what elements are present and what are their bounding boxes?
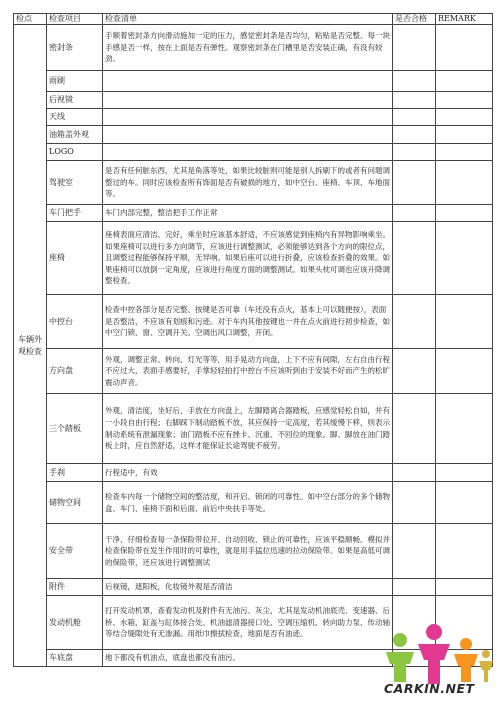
table-row — [14, 144, 493, 161]
desc-cell: 手顺着密封条方向滑动施加一定的压力，感觉密封条是否均匀，粘贴是否完整。每一块手感是否一样，按在上面是否有弹性。观察密封条在门槽里是否安装正确，有没有较劲。 — [103, 25, 393, 71]
pass-cell — [393, 71, 436, 92]
desc-cell: 是否有任何脏东西，尤其是角落等处，如果比较脏则可能是别人拆刷下的或者有问题调整过的车。同时应该检查所有饰面是否有破损的地方，如中空台、座椅、车顶、车地面等。 — [103, 161, 393, 205]
pass-cell — [393, 126, 436, 144]
item-cell: 储物空间 — [47, 482, 103, 524]
desc-cell — [103, 109, 393, 126]
table-row — [14, 205, 493, 222]
pass-cell — [393, 579, 436, 596]
desc-cell: 外观，调整正常。转向、灯光等等，用手晃动方向盘，上下不应有间隙，左右自由行程不应过大，表面手感要好，手掌轻轻拍打中控台不应该听到由于安装不好而产生的松旷震动声音。 — [103, 349, 393, 394]
table-row — [14, 71, 493, 92]
item-cell: 方向盘 — [47, 349, 103, 394]
table-row — [14, 524, 493, 579]
desc-cell: 干净、仔细检查每一条保险带拉开、自动回收、锁止的可靠性，应该平稳顺畅。模拟并检查保险带在发生作用时的可靠性，就是用手猛拉迅速的拉动保险带。如果是高低可调的保险带，还应该进行调整测试 — [103, 524, 393, 579]
pass-cell — [393, 482, 436, 524]
pass-cell — [393, 25, 436, 71]
remark-cell — [436, 295, 493, 349]
remark-cell — [436, 109, 493, 126]
desc-cell: 外观，清洁度，坐好后，手放在方向盘上，左脚踏离合器踏板，应感觉轻松自如，并有一小段自由行程；右脚踩下制动踏板不放，其应保持一定高度，若其缓慢下移，则表示制动系统有泄漏现象；油门踏板不应有挫卡、沉重、不回位的现象。脚、脚放在油门踏板上时，应自然舒适，这样才能保证长途驾驶不疲劳。 — [103, 394, 393, 464]
desc-cell: 地下都没有机油点，底盘也都没有油污。 — [103, 650, 393, 667]
item-cell: LOGO — [47, 144, 103, 161]
item-cell: 手刹 — [47, 464, 103, 482]
table-row — [14, 161, 493, 205]
remark-cell — [436, 126, 493, 144]
person-figure-orange — [454, 638, 478, 682]
remark-cell — [436, 482, 493, 524]
remark-cell — [436, 464, 493, 482]
header-checkpoint: 检点 — [14, 14, 47, 25]
item-cell: 发动机舱 — [47, 596, 103, 650]
header-pass: 是否合格 — [393, 14, 436, 25]
item-cell: 雨刷 — [47, 71, 103, 92]
desc-cell: 后视镜，遮阳板，化妆镜外观是否清洁 — [103, 579, 393, 596]
desc-cell: 座椅表面应清洁、完好，乘坐时应该基本舒适，不应该感觉到座椅内有异物影响乘坐。如果座椅可以进行多方向调节，应该进行调整测试，必须能够达到各个方向的限位点，且调整过程能够保持平顺，无异响。如果后座可以进行折叠，应该检查折叠的效果。如果座椅可以放倒一定角度，应该进行角度方面的调整测试。如果头枕可调也应该升降调整检查。 — [103, 222, 393, 295]
category-cell — [14, 25, 47, 667]
remark-cell — [436, 524, 493, 579]
category-label: 车辆外观检查 — [18, 334, 42, 356]
table-row — [14, 126, 493, 144]
header-item: 检查项目 — [47, 14, 103, 25]
table-header-row — [14, 14, 493, 25]
item-cell: 天线 — [47, 109, 103, 126]
pass-cell — [393, 394, 436, 464]
desc-cell: 车门内部完整，整洁把手工作正常 — [103, 205, 393, 222]
table-row — [14, 25, 493, 71]
person-figure-green — [386, 633, 414, 682]
table-row — [14, 222, 493, 295]
item-cell: 油箱盖外观 — [47, 126, 103, 144]
desc-cell: 打开发动机罩，查看发动机及附件有无油污、灰尘，尤其是发动机油底壳、变速器、后桥、水箱，缸盖与缸体接合处、机油滤清器接口处、空调压缩机、转向助力泵、传动轴等结合缝隙处有无渗漏。用纸巾擦拭检查，地面是否有油迹。 — [103, 596, 393, 650]
table-row — [14, 394, 493, 464]
remark-cell — [436, 222, 493, 295]
item-cell: 安全带 — [47, 524, 103, 579]
table-row — [14, 349, 493, 394]
item-cell: 后视镜 — [47, 92, 103, 109]
pass-cell — [393, 349, 436, 394]
remark-cell — [436, 205, 493, 222]
remark-cell — [436, 579, 493, 596]
person-figure-yellow — [479, 650, 493, 682]
table-row — [14, 92, 493, 109]
desc-cell — [103, 144, 393, 161]
table-row — [14, 579, 493, 596]
remark-cell — [436, 161, 493, 205]
remark-cell — [436, 25, 493, 71]
watermark-text: CARKIN.NET — [384, 681, 475, 696]
pass-cell — [393, 92, 436, 109]
table-row — [14, 464, 493, 482]
desc-cell — [103, 126, 393, 144]
pass-cell — [393, 109, 436, 126]
pass-cell — [393, 222, 436, 295]
pass-cell — [393, 144, 436, 161]
pass-cell — [393, 464, 436, 482]
item-cell: 三个踏板 — [47, 394, 103, 464]
item-cell: 车门把手 — [47, 205, 103, 222]
pass-cell — [393, 205, 436, 222]
pass-cell — [393, 295, 436, 349]
desc-cell — [103, 71, 393, 92]
desc-cell: 行程适中，有效 — [103, 464, 393, 482]
desc-cell: 检查车内每一个储物空间的整洁度，和开启、锁闭的可靠性。如中空台部分的多个储物盒、车门、座椅下面和后面、前后中央扶手等处。 — [103, 482, 393, 524]
item-cell: 中控台 — [47, 295, 103, 349]
remark-cell — [436, 394, 493, 464]
item-cell: 密封条 — [47, 25, 103, 71]
person-figure-red — [418, 624, 450, 684]
item-cell: 驾驶室 — [47, 161, 103, 205]
item-cell: 车底盘 — [47, 650, 103, 667]
item-cell: 座椅 — [47, 222, 103, 295]
remark-cell — [436, 71, 493, 92]
item-cell: 附件 — [47, 579, 103, 596]
remark-cell — [436, 92, 493, 109]
table-row — [14, 295, 493, 349]
desc-cell — [103, 92, 393, 109]
remark-cell — [436, 144, 493, 161]
desc-cell: 检查中控各部分是否完整、按键是否可靠（车还没有点火，基本上可以随便按），表面是否整洁，不应该有划痕和污迹。对于车内其他按键也一并在点火前进行初步检查，如中空门锁、窗、空调开关。空调出风口调整，开闭。 — [103, 295, 393, 349]
pass-cell — [393, 161, 436, 205]
remark-cell — [436, 349, 493, 394]
table-row — [14, 109, 493, 126]
header-remark: REMARK — [436, 14, 493, 25]
pass-cell — [393, 524, 436, 579]
table-row — [14, 482, 493, 524]
header-checklist: 检查清单 — [103, 14, 393, 25]
inspection-table — [13, 13, 493, 667]
